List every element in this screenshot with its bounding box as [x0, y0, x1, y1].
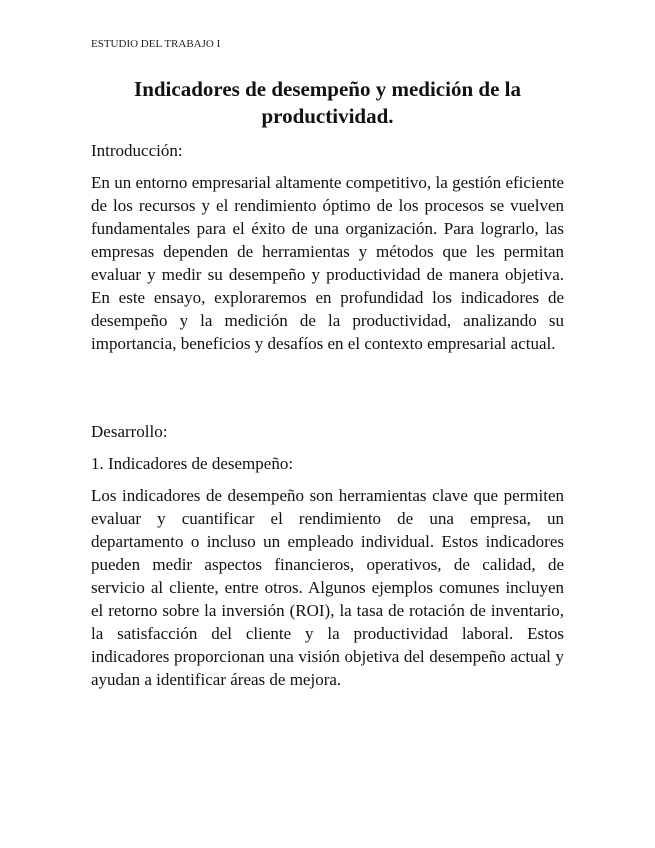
section-1-heading: 1. Indicadores de desempeño: — [91, 454, 294, 473]
development-heading: Desarrollo: — [91, 422, 168, 441]
running-header: ESTUDIO DEL TRABAJO I — [91, 38, 221, 50]
section-1-paragraph: Los indicadores de desempeño son herramientas clave que permiten evaluar y cuantificar el rendimiento de una empresa, un departamento o incluso un empleado individual. Estos indicadores pueden medir aspectos financieros, operativos, de calidad, de servicio al cliente, entre otros. Algunos ejemplos comunes incluyen el retorno sobre la inversión (ROI), la tasa de rotación de inventario, la satisfacción del cliente y la productividad laboral. Estos indicadores proporcionan una visión objetiva del desempeño actual y ayudan a identificar áreas de mejora. — [91, 486, 564, 689]
intro-paragraph: En un entorno empresarial altamente competitivo, la gestión eficiente de los recursos y el rendimiento óptimo de los procesos se vuelven fundamentales para el éxito de una organización. Para lograrlo, las empresas dependen de herramientas y métodos que les permitan evaluar y medir su desempeño y productividad de manera objetiva. En este ensayo, exploraremos en profundidad los indicadores de desempeño y la medición de la productividad, analizando su importancia, beneficios y desafíos en el contexto empresarial actual. — [91, 173, 564, 353]
document-title: Indicadores de desempeño y medición de la productividad. — [134, 77, 521, 128]
intro-heading: Introducción: — [91, 141, 183, 160]
